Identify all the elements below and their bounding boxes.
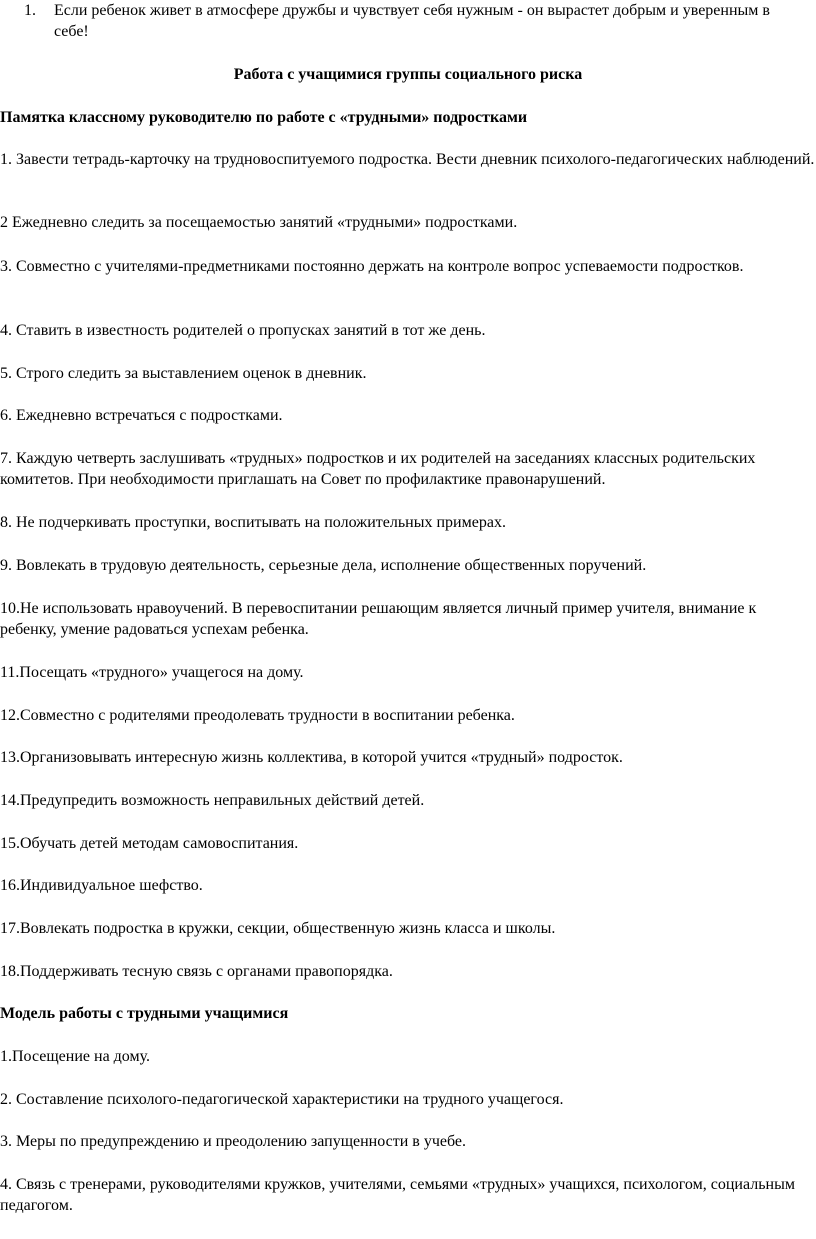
memo-item-8: 8. Не подчеркивать проступки, воспитывать на положительных примерах. (0, 514, 506, 531)
memo-item-16: 16.Индивидуальное шефство. (0, 877, 203, 894)
memo-item-18: 18.Поддерживать тесную связь с органами правопорядка. (0, 963, 393, 980)
memo-item-4: 4. Ставить в известность родителей о пропусках занятий в тот же день. (0, 322, 486, 339)
memo-item-11: 11.Посещать «трудного» учащегося на дому. (0, 664, 304, 681)
model-item-4: 4. Связь с тренерами, руководителями кружков, учителями, семьями «трудных» учащихся, психологом, социальным педагогом. (0, 1176, 795, 1214)
memo-item-14: 14.Предупредить возможность неправильных действий детей. (0, 792, 425, 809)
memo-item-6: 6. Ежедневно встречаться с подростками. (0, 407, 283, 424)
memo-item-17: 17.Вовлекать подростка в кружки, секции, общественную жизнь класса и школы. (0, 920, 556, 937)
memo-heading: Памятка классному руководителю по работе с «трудными» подростками (0, 109, 528, 126)
intro-list-item (24, 0, 804, 42)
section-title: Работа с учащимися группы социального риска (233, 66, 583, 83)
intro-item-text: Если ребенок живет в атмосфере дружбы и чувствует себя нужным - он вырастет добрым и уверенным в себе! (54, 2, 770, 40)
memo-item-7: 7. Каждую четверть заслушивать «трудных» подростков и их родителей на заседаниях классных родительских комитетов. При необходимости приглашать на Совет по профилактике правонарушений. (0, 450, 756, 488)
memo-item-12: 12.Совместно с родителями преодолевать трудности в воспитании ребенка. (0, 707, 515, 724)
memo-item-9: 9. Вовлекать в трудовую деятельность, серьезные дела, исполнение общественных поручений. (0, 557, 647, 574)
model-item-2: 2. Составление психолого-педагогической характеристики на трудного учащегося. (0, 1091, 564, 1108)
intro-item-number: 1. (24, 2, 36, 19)
memo-item-10: 10.Не использовать нравоучений. В перевоспитании решающим является личный пример учителя, внимание к ребенку, умение радоваться успехам ребенка. (0, 600, 757, 638)
model-heading: Модель работы с трудными учащимися (0, 1005, 289, 1022)
memo-item-13: 13.Организовывать интересную жизнь коллектива, в которой учится «трудный» подросток. (0, 749, 623, 766)
model-item-3: 3. Меры по предупреждению и преодолению запущенности в учебе. (0, 1133, 467, 1150)
memo-item-1: 1. Завести тетрадь-карточку на трудновоспитуемого подростка. Вести дневник психолого-педагогических наблюдений. (0, 151, 815, 168)
memo-item-2: 2 Ежедневно следить за посещаемостью занятий «трудными» подростками. (0, 214, 518, 231)
memo-item-5: 5. Строго следить за выставлением оценок в дневник. (0, 365, 367, 382)
memo-item-15: 15.Обучать детей методам самовоспитания. (0, 835, 299, 852)
memo-item-3: 3. Совместно с учителями-предметниками постоянно держать на контроле вопрос успеваемости подростков. (0, 258, 744, 275)
model-item-1: 1.Посещение на дому. (0, 1048, 151, 1065)
